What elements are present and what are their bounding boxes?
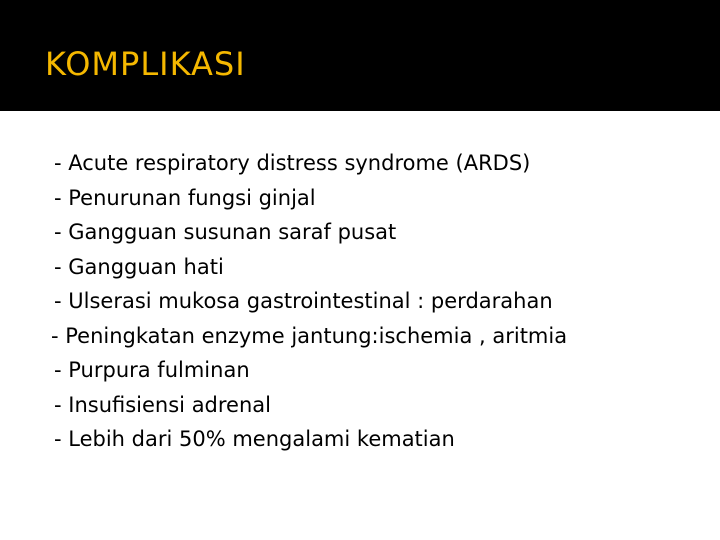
list-item: - Purpura fulminan xyxy=(54,358,250,382)
list-item: - Acute respiratory distress syndrome (ARDS) xyxy=(54,151,531,175)
slide-title: KOMPLIKASI xyxy=(45,45,246,83)
complication-list xyxy=(51,146,694,457)
list-item: - Lebih dari 50% mengalami kematian xyxy=(54,427,455,451)
list-item: - Ulserasi mukosa gastrointestinal : perdarahan xyxy=(54,289,553,313)
list-item: - Gangguan susunan saraf pusat xyxy=(54,220,397,244)
list-item: - Insufisiensi adrenal xyxy=(54,392,271,417)
list-item: - Gangguan hati xyxy=(54,254,224,279)
list-item: - Penurunan fungsi ginjal xyxy=(54,185,316,210)
list-item: - Peningkatan enzyme jantung:ischemia , aritmia xyxy=(51,323,568,348)
title-bar xyxy=(0,0,720,111)
